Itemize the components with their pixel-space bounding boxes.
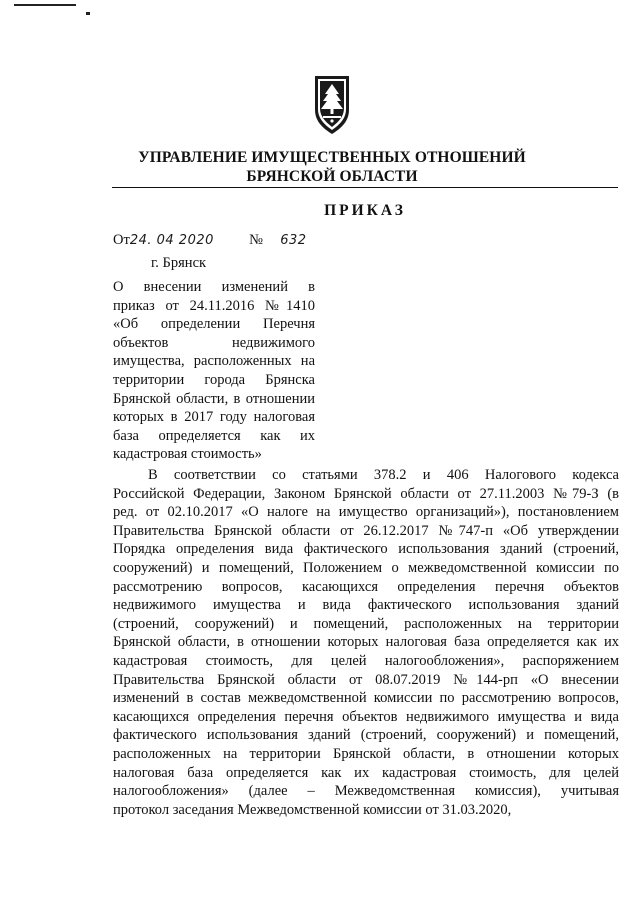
header-divider (112, 187, 618, 188)
body-line: изменений в состав межведомственной комиссии по рассмотрению вопросов, (113, 690, 619, 707)
scan-artifact (86, 12, 90, 15)
date-number-line (113, 232, 307, 249)
body-line: Российской Федерации, Законом Брянской области от 27.11.2003 №79-З (в (113, 485, 619, 502)
body-line: Правительства Брянской области от 26.12.2017 №747-п «Об утверждении (113, 522, 619, 539)
subject-line: «Об определении Перечня (113, 316, 315, 333)
body-line: Брянской области, в отношении которых налоговая база определяется как их (113, 634, 619, 651)
subject-line: объектов недвижимого (113, 334, 315, 351)
organization-name-line1: УПРАВЛЕНИЕ ИМУЩЕСТВЕННЫХ ОТНОШЕНИЙ (138, 149, 526, 166)
body-line: рассмотрению вопросов, касающихся определения перечня объектов (113, 578, 619, 595)
subject-line: Брянской области, в отношении (113, 390, 315, 407)
subject-line: территории города Брянска (113, 371, 315, 388)
subject-line: которых в 2017 году налоговая (113, 409, 315, 426)
body-line: протокол заседания Межведомственной комиссии от 31.03.2020, (113, 801, 512, 818)
subject-line: имущества, расположенных на (113, 353, 315, 370)
subject-line: кадастровая стоимость» (113, 446, 262, 463)
body-line: недвижимого имущества и вида фактического использования зданий (113, 597, 619, 614)
body-line: сооружений) и помещений, Положением о межведомственной комиссии по (113, 559, 619, 576)
city: г. Брянск (151, 255, 207, 271)
body-line: Порядка определения вида фактического использования зданий (строений, (113, 541, 619, 558)
body-line: налоговая база определяется как их кадастровая стоимость, для целей (113, 764, 619, 781)
body-line: В соответствии со статьями 378.2 и 406 Налогового кодекса (148, 467, 619, 483)
coat-of-arms-icon (312, 72, 352, 136)
document-body (113, 466, 619, 819)
body-line: кадастровая стоимость, для целей налогообложения», распоряжением (113, 652, 619, 669)
subject-line: база определяется как их (113, 427, 315, 444)
body-line: расположенных на территории Брянской области, в отношении которых (113, 745, 619, 762)
date-prefix: От (113, 232, 130, 248)
document-subject (113, 278, 315, 464)
body-line: (строений, сооружений) и помещений, расположенных на территории (113, 615, 619, 632)
body-line: ред. от 02.10.2017 «О налоге на имущество организаций»), постановлением (113, 504, 619, 521)
document-title: ПРИКАЗ (324, 202, 406, 219)
subject-line: О внесении изменений в (113, 279, 315, 295)
subject-line: приказ от 24.11.2016 №1410 (113, 297, 315, 314)
body-line: фактического использования зданий (строений, сооружений) и помещений, (113, 727, 619, 744)
number-label: № (249, 232, 263, 248)
organization-name-line2: БРЯНСКОЙ ОБЛАСТИ (246, 168, 418, 185)
body-line: касающихся определения перечня объектов недвижимого имущества и вида (113, 708, 619, 725)
body-line: налогообложения» (далее – Межведомственная комиссия), учитывая (113, 783, 619, 800)
handwritten-number: 632 (280, 233, 307, 248)
body-line: Правительства Брянской области от 08.07.2019 №144-рп «О внесении (113, 671, 619, 688)
scan-artifact (14, 4, 76, 6)
handwritten-date: 24. 04 2020 (129, 233, 214, 248)
